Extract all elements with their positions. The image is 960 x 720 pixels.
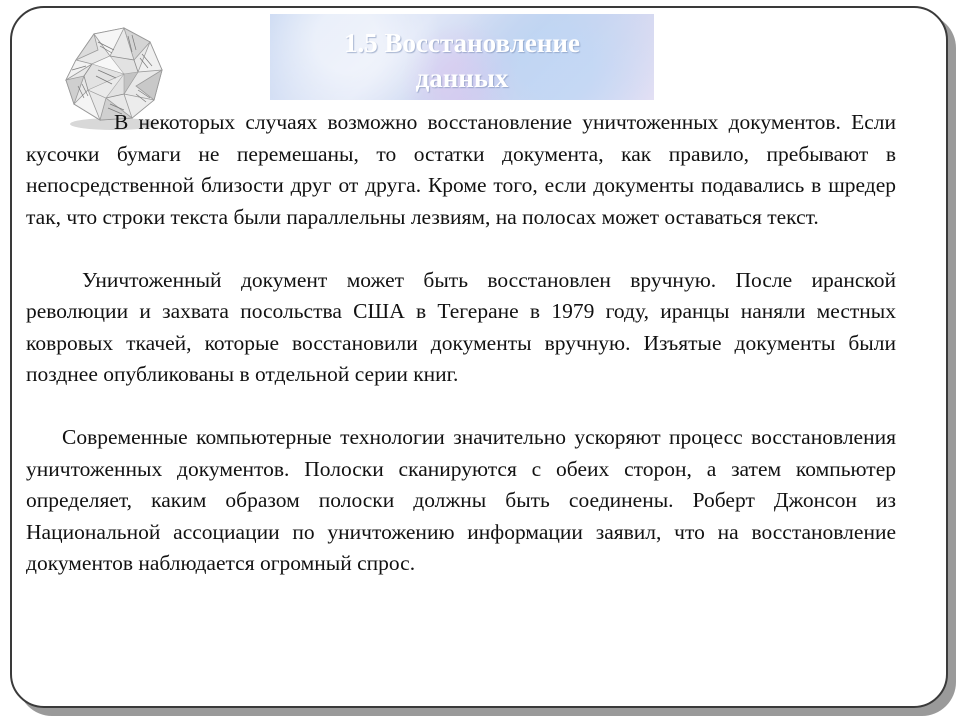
slide-title-line-1: 1.5 Восстановление (344, 28, 580, 58)
slide-title (270, 26, 654, 96)
paragraph-1: В некоторых случаях возможно восстановление уничтоженных документов. Если кусочки бумаги не перемешаны, то остатки документа, как правило, пребывают в непосредственной близости друг от друга. Кроме того, если документы подавались в шредер так, что строки текста были параллельны лезвиям, на полосах может оставаться текст. (26, 110, 896, 229)
paragraph-2: Уничтоженный документ может быть восстановлен вручную. После иранской революции и захвата посольства США в Тегеране в 1979 году, иранцы наняли местных ковровых ткачей, которые восстановили документы вручную. Изъятые документы были позднее опубликованы в отдельной серии книг. (26, 267, 896, 386)
title-box (270, 14, 654, 100)
paragraph-3: Современные компьютерные технологии значительно ускоряют процесс восстановления уничтоженных документов. Полоски сканируются с обеих сторон, а затем компьютер определяет, каким образом полоски должны быть соединены. Роберт Джонсон из Национальной ассоциации по уничтожению информации заявил, что на восстановление документов наблюдается огромный спрос. (26, 425, 896, 575)
slide-body (26, 107, 896, 580)
slide-title-line-2: данных (415, 63, 509, 93)
